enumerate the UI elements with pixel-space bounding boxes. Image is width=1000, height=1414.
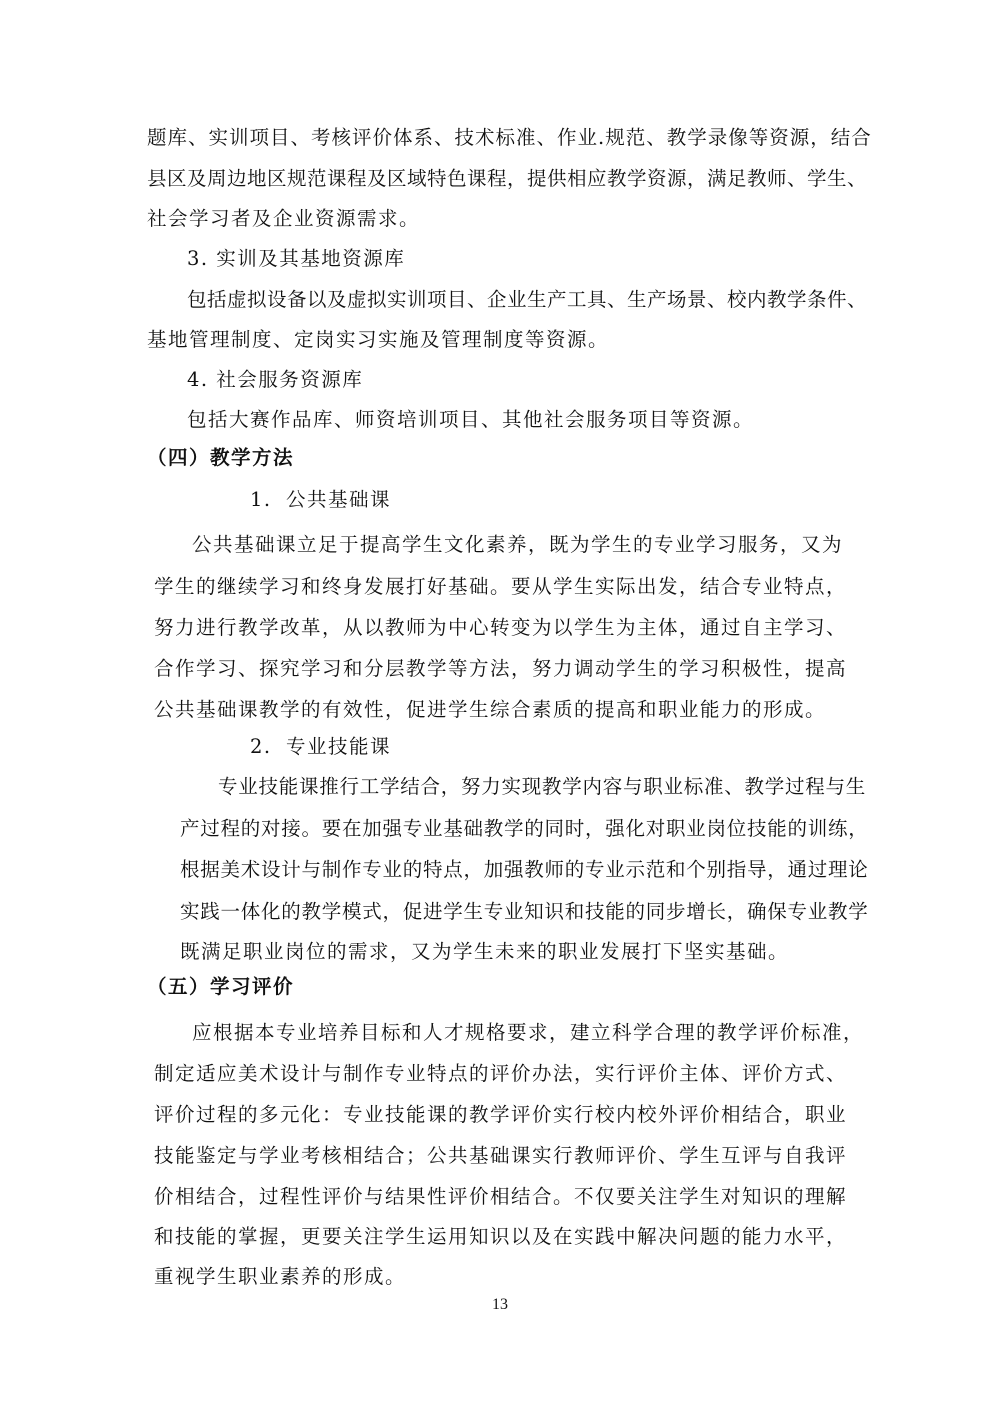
- paragraph-line: 根据美术设计与制作专业的特点，加强教师的专业示范和个别指导，通过理论: [180, 858, 869, 881]
- page-number: 13: [492, 1296, 508, 1313]
- paragraph-line: 专业技能课推行工学结合，努力实现教学内容与职业标准、教学过程与生: [218, 775, 867, 798]
- paragraph-line: 产过程的对接。要在加强专业基础教学的同时，强化对职业岗位技能的训练，: [180, 817, 869, 840]
- paragraph-line: 题库、实训项目、考核评价体系、技术标准、作业.规范、教学录像等资源，结合: [147, 126, 872, 149]
- paragraph-line: 重视学生职业素养的形成。: [154, 1265, 407, 1288]
- paragraph-line: 公共基础课立足于提高学生文化素养，既为学生的专业学习服务，又为: [192, 533, 844, 556]
- paragraph-line: 价相结合，过程性评价与结果性评价相结合。不仅要关注学生对知识的理解: [154, 1185, 848, 1208]
- paragraph-line: 制定适应美术设计与制作专业特点的评价办法，实行评价主体、评价方式、: [154, 1062, 848, 1085]
- paragraph-line: 包括大赛作品库、师资培训项目、其他社会服务项目等资源。: [187, 408, 755, 431]
- subheading-title: 专业技能课: [286, 735, 392, 758]
- subheading-number: 2.: [250, 735, 272, 758]
- paragraph-line: 合作学习、探究学习和分层教学等方法，努力调动学生的学习积极性，提高: [154, 657, 848, 680]
- paragraph-line: 学生的继续学习和终身发展打好基础。要从学生实际出发，结合专业特点，: [154, 575, 848, 598]
- subheading-title: 公共基础课: [286, 488, 392, 511]
- paragraph-line: 县区及周边地区规范课程及区域特色课程，提供相应教学资源，满足教师、学生、: [147, 167, 868, 190]
- paragraph-line: 社会学习者及企业资源需求。: [147, 207, 421, 230]
- paragraph-line: 技能鉴定与学业考核相结合；公共基础课实行教师评价、学生互评与自我评: [154, 1144, 848, 1167]
- paragraph-line: 努力进行教学改革，从以教师为中心转变为以学生为主体，通过自主学习、: [154, 616, 848, 639]
- subheading-number: 1.: [250, 488, 272, 511]
- paragraph-line: 包括虚拟设备以及虚拟实训项目、企业生产工具、生产场景、校内教学条件、: [187, 288, 868, 311]
- paragraph-line: 公共基础课教学的有效性，促进学生综合素质的提高和职业能力的形成。: [154, 698, 827, 721]
- paragraph-line: 应根据本专业培养目标和人才规格要求，建立科学合理的教学评价标准，: [192, 1021, 865, 1044]
- item-heading-4: 4. 社会服务资源库: [187, 368, 364, 391]
- item-heading-3: 3. 实训及其基地资源库: [187, 247, 406, 270]
- paragraph-line: 和技能的掌握，更要关注学生运用知识以及在实践中解决问题的能力水平，: [154, 1225, 848, 1248]
- paragraph-line: 既满足职业岗位的需求，又为学生未来的职业发展打下坚实基础。: [180, 940, 790, 963]
- paragraph-line: 评价过程的多元化：专业技能课的教学评价实行校内校外评价相结合，职业: [154, 1103, 848, 1126]
- paragraph-line: 基地管理制度、定岗实习实施及管理制度等资源。: [147, 328, 610, 351]
- section-heading-5: （五）学习评价: [147, 975, 295, 998]
- section-heading-4: （四）教学方法: [147, 446, 295, 469]
- paragraph-line: 实践一体化的教学模式，促进学生专业知识和技能的同步增长，确保专业教学: [180, 900, 869, 923]
